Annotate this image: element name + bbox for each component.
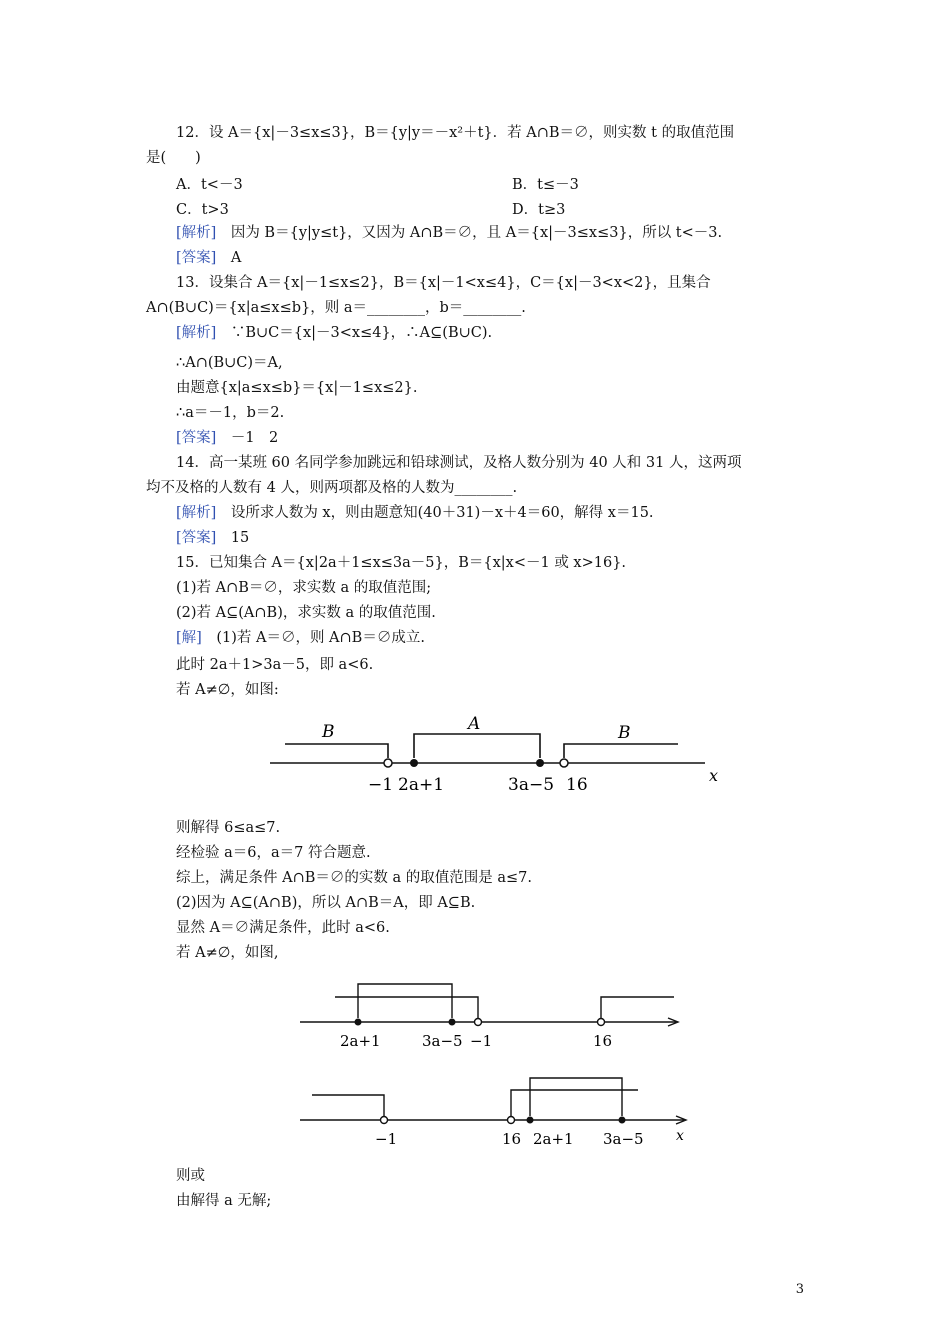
- number-line-figure-3: [290, 1070, 700, 1150]
- tick-minus1: −1: [368, 775, 394, 795]
- analysis-tag: [解析]: [176, 225, 217, 241]
- open-point-minus1: [475, 1019, 482, 1026]
- tick-16: 16: [566, 775, 588, 795]
- set-a-bracket: [414, 734, 540, 758]
- open-point-16: [598, 1019, 605, 1026]
- analysis-tag: [解析]: [176, 505, 217, 521]
- q12-option-d: D．t≥3: [512, 202, 566, 218]
- q15-solution8: 显然 A＝∅满足条件，此时 a<6.: [176, 920, 390, 936]
- set-b-right-bracket: [601, 997, 674, 1018]
- q14-analysis: [176, 503, 654, 523]
- q13-line2: A∩(B∪C)＝{x|a≤x≤b}，则 a＝________，b＝________.: [146, 300, 526, 316]
- q14-answer-text: 15: [230, 530, 250, 546]
- label-b-left: B: [322, 722, 335, 742]
- solid-point-3a5: [449, 1019, 456, 1026]
- q13-line1: 13．设集合 A＝{x|－1≤x≤2}，B＝{x|－1<x≤4}，C＝{x|－3<x<2}，且集合: [176, 275, 711, 291]
- q12-analysis: [176, 223, 722, 243]
- label-b-right: B: [618, 723, 631, 743]
- q15-solution1: [176, 628, 425, 648]
- q15-solution6: 综上，满足条件 A∩B＝∅的实数 a 的取值范围是 a≤7.: [176, 870, 532, 886]
- q12-answer-text: A: [230, 250, 242, 266]
- q15-solution10: 则或: [176, 1168, 205, 1184]
- q12-line2: 是( ): [146, 150, 201, 166]
- tick-2a1: 2a+1: [340, 1032, 381, 1050]
- q15-solution11: 由解得 a 无解;: [176, 1193, 272, 1209]
- q12-answer: [176, 248, 241, 268]
- tick-2a1: 2a+1: [398, 775, 445, 795]
- q13-step2: 由题意{x|a≤x≤b}＝{x|－1≤x≤2}.: [176, 380, 418, 396]
- solid-point-2a1: [527, 1117, 534, 1124]
- q15-solution2: 此时 2a＋1>3a－5，即 a<6.: [176, 657, 374, 673]
- tick-3a5: 3a−5: [508, 775, 555, 795]
- answer-tag: [答案]: [176, 430, 217, 446]
- q15-line1: 15．已知集合 A＝{x|2a＋1≤x≤3a－5}，B＝{x|x<－1 或 x>16}.: [176, 555, 627, 571]
- set-b-right-bracket: [564, 744, 678, 758]
- q15-solution5: 经检验 a＝6，a＝7 符合题意.: [176, 845, 371, 861]
- tick-3a5: 3a−5: [603, 1130, 644, 1148]
- q15-part1: (1)若 A∩B＝∅，求实数 a 的取值范围;: [176, 580, 432, 596]
- q15-solution4: 则解得 6≤a≤7.: [176, 820, 281, 836]
- q15-solution7: (2)因为 A⊆(A∩B)，所以 A∩B＝A，即 A⊆B.: [176, 895, 476, 911]
- solid-point-3a5: [619, 1117, 626, 1124]
- q12-option-a: A．t<－3: [176, 177, 243, 193]
- tick-2a1: 2a+1: [533, 1130, 574, 1148]
- number-line-figure-1: [260, 710, 740, 800]
- solid-point-2a1: [410, 759, 418, 767]
- set-b-left-bracket: [285, 744, 388, 758]
- q13-step3: ∴a＝－1，b＝2.: [176, 405, 285, 421]
- q14-analysis-text: 设所求人数为 x，则由题意知(40＋31)－x＋4＝60，解得 x＝15.: [230, 505, 654, 521]
- q15-solution3: 若 A≠∅，如图:: [176, 682, 279, 698]
- open-point-minus1: [381, 1117, 388, 1124]
- q12-option-b: B．t≤－3: [512, 177, 579, 193]
- q15-solution9: 若 A≠∅，如图,: [176, 945, 279, 961]
- answer-tag: [答案]: [176, 530, 217, 546]
- q13-analysis-text: ∵B∪C＝{x|－3<x≤4}，∴A⊆(B∪C).: [230, 325, 493, 341]
- q15-part2: (2)若 A⊆(A∩B)，求实数 a 的取值范围.: [176, 605, 436, 621]
- answer-tag: [答案]: [176, 250, 217, 266]
- open-point-minus1: [384, 759, 392, 767]
- number-line-figure-2: [290, 972, 690, 1052]
- q14-line2: 均不及格的人数有 4 人，则两项都及格的人数为________.: [146, 480, 518, 496]
- axis-label-x: x: [709, 766, 719, 785]
- q14-line1: 14．高一某班 60 名同学参加跳远和铅球测试，及格人数分别为 40 人和 31 人，这两项: [176, 455, 742, 471]
- solution-tag: [解]: [176, 630, 202, 646]
- open-point-16: [508, 1117, 515, 1124]
- q13-analysis: [176, 323, 492, 343]
- q12-line1: 12．设 A＝{x|－3≤x≤3}，B＝{y|y＝－x²＋t}．若 A∩B＝∅，则实数 t 的取值范围: [176, 125, 735, 141]
- analysis-tag: [解析]: [176, 325, 217, 341]
- q13-step1: ∴A∩(B∪C)＝A,: [176, 355, 283, 371]
- set-b-left-bracket: [335, 997, 478, 1018]
- solid-point-2a1: [355, 1019, 362, 1026]
- solid-point-3a5: [536, 759, 544, 767]
- tick-3a5: 3a−5: [422, 1032, 463, 1050]
- set-b-left-bracket: [312, 1095, 384, 1116]
- set-a-bracket: [358, 984, 452, 1018]
- q15-solution1-text: (1)若 A＝∅，则 A∩B＝∅成立.: [216, 630, 425, 646]
- set-a-bracket: [530, 1078, 622, 1116]
- label-a: A: [468, 714, 481, 734]
- tick-minus1: −1: [375, 1130, 398, 1148]
- tick-16: 16: [502, 1130, 522, 1148]
- axis-label-x: x: [676, 1128, 684, 1144]
- q13-answer: [176, 428, 278, 448]
- tick-minus1: −1: [470, 1032, 493, 1050]
- q12-option-c: C．t>3: [176, 202, 229, 218]
- q12-analysis-text: 因为 B＝{y|y≤t}，又因为 A∩B＝∅，且 A＝{x|－3≤x≤3}，所以 t<－3.: [230, 225, 723, 241]
- tick-16: 16: [593, 1032, 613, 1050]
- q13-answer-text: －1 2: [230, 430, 279, 446]
- page-number: 3: [795, 1282, 804, 1297]
- q14-answer: [176, 528, 249, 548]
- open-point-16: [560, 759, 568, 767]
